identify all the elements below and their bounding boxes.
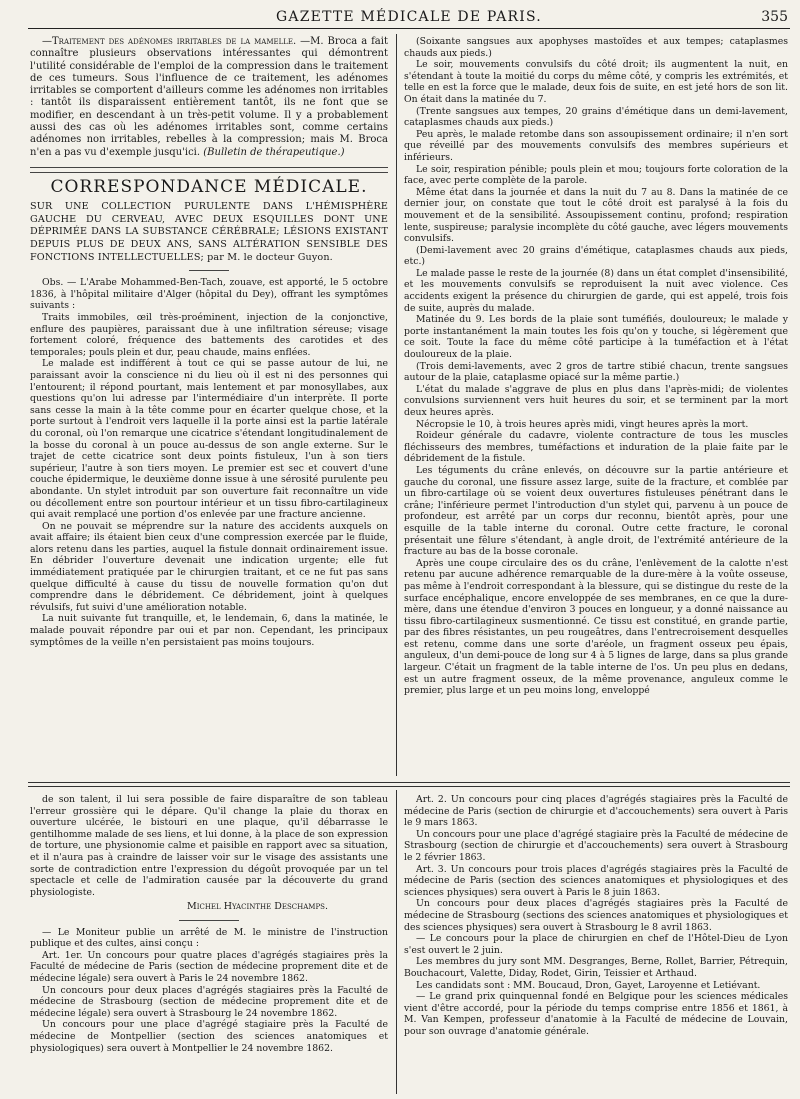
adenomes-lead: —Traitement des adénomes irritables de la mamelle. bbox=[42, 36, 297, 47]
observation-paragraph: La nuit suivante fut tranquille, et, le lendemain, 6, dans la matinée, le malade pouvait répondre par oui et par non. Cependant, les principaux symptômes de la veille n'en persistaient pas moins toujours. bbox=[30, 613, 388, 648]
case-paragraph: Le malade passe le reste de la journée (8) dans un état complet d'insensibilité, et les mouvements convulsifs se reproduisent la nuit avec violence. Ces accidents exigent la présence du chirurgien de garde, qui est appelé, trois fois de suite, auprès du malade. bbox=[404, 267, 788, 314]
short-divider bbox=[179, 920, 239, 921]
news-paragraph: — Le Moniteur publie un arrêté de M. le ministre de l'instruction publique et des cultes, ainsi conçu : bbox=[30, 926, 388, 950]
feuilleton-paragraph: de son talent, il lui sera possible de faire disparaître de son tableau l'erreur grossière qui le dépare. Qu'il change la plaie du thorax en ouverture ulcérée, le bistouri en une plaque, qu'il débarrasse le gentilhomme malade de ses liens, et lui donne, à la place de son expression de torture, une physionomie calme et paisible en rapport avec sa situation, et il n'aura pas à craindre de laisser voir sur le visage des assistants une sorte de contradiction entre l'expression du dégoût provoquée par un tel spectacle et celle de l'admiration causée par la découverte du grand physiologiste. bbox=[30, 794, 388, 898]
column-rule bbox=[396, 34, 397, 776]
news-paragraph: Un concours pour une place d'agrégé stagiaire près la Faculté de médecine de Montpellier (section des sciences anatomiques et physiologiques) sera ouvert à Montpellier le 24 novembre 1862. bbox=[30, 1019, 388, 1054]
news-paragraph: Un concours pour une place d'agrégé stagiaire près la Faculté de médecine de Strasbourg (section de chirurgie et d'accouchements) sera ouvert à Strasbourg le 2 février 1863. bbox=[404, 828, 788, 863]
case-paragraph: Matinée du 9. Les bords de la plaie sont tuméfiés, douloureux; le malade y porte instantanément la main toutes les fois qu'on y touche, si légèrement que ce soit. Toute la face du même côté participe à la tuméfaction et à l'état douloureux de la plaie. bbox=[404, 314, 788, 361]
observation-paragraph: On ne pouvait se méprendre sur la nature des accidents auxquels on avait affaire; ils étaient bien ceux d'une compression exercée par le fluide, alors retenu dans les parties, auquel la fistule donnait ordinairement issue. En débrider l'ouverture devenait une indication urgente; elle fut immédiatement pratiquée par le chirurgien traitant, et ce ne fut pas sans quelque difficulté à cause du tissu de nouvelle formation qu'on dut comprendre dans le débridement. Ce débridement, joint à quelques révulsifs, fut suivi d'une amélioration notable. bbox=[30, 520, 388, 613]
news-paragraph: — Le concours pour la place de chirurgien en chef de l'Hôtel-Dieu de Lyon s'est ouvert le 2 juin. bbox=[404, 933, 788, 956]
page-header bbox=[28, 8, 790, 29]
necropsy-paragraph: Nécropsie le 10, à trois heures après midi, vingt heures après la mort. bbox=[416, 418, 749, 430]
journal-title: GAZETTE MÉDICALE DE PARIS. bbox=[276, 9, 542, 25]
case-paragraph: Le soir, mouvements convulsifs du côté droit; ils augmentent la nuit, en s'étendant à toute la moitié du corps du même côté, y compris les extrémités, et telle en est la force que le malade, deux fois de suite, en est jeté hors de son lit. On était dans la matinée du 7. bbox=[404, 59, 788, 105]
case-paragraph: Même état dans la journée et dans la nuit du 7 au 8. Dans la matinée de ce dernier jour, on constate que tout le côté droit est paralysé à la fois du mouvement et de la sensibilité. Assoupissement continu, profond; respiration lente, suspireuse; paralysie incomplète du côté gauche, avec légers mouvements convulsifs. bbox=[404, 186, 788, 245]
left-column bbox=[30, 36, 388, 764]
bottom-right-column bbox=[404, 794, 788, 1094]
adenomes-article bbox=[30, 36, 388, 159]
page-number: 355 bbox=[761, 9, 788, 25]
feuilleton-rule bbox=[28, 786, 790, 787]
section-divider bbox=[30, 167, 388, 168]
case-paragraph: Roideur générale du cadavre, violente contracture de tous les muscles fléchisseurs des membres, tuméfactions et induration de la plaie faite par le débridement de la fistule. bbox=[404, 430, 788, 465]
case-paragraph: Peu après, le malade retombe dans son assoupissement ordinaire; il n'en sort que réveillé par des mouvements convulsifs des membres supérieurs et inférieurs. bbox=[404, 128, 788, 163]
observation-paragraph: Obs. — L'Arabe Mohammed-Ben-Tach, zouave, est apporté, le 5 octobre 1836, à l'hôpital militaire d'Alger (hôpital du Dey), offrant les symptômes suivants : bbox=[30, 277, 388, 312]
case-paragraph: (Demi-lavement avec 20 grains d'émétique, cataplasmes chauds aux pieds, etc.) bbox=[404, 244, 788, 268]
observation-paragraph: Traits immobiles, œil très-proéminent, injection de la conjonctive, enflure des paupières, paraissant due à une infiltration séreuse; visage fortement coloré, fréquence des battements des carotides et des temporales; pouls plein et dur, peau chaude, mains enflées. bbox=[30, 312, 388, 358]
section-title: CORRESPONDANCE MÉDICALE. bbox=[50, 176, 368, 197]
adenomes-text: —M. Broca a fait connaître plusieurs observations intéressantes qui démontrent l'utilité considérable de l'emploi de la compression dans le traitement de ces tumeurs. Sous l'influence de ce traitement, les adénomes irritables se comportent d'ailleurs comme les adénomes non irritables : tantôt ils disparaissent entièrement tantôt, ils ne font que se modifier, en descendant à un très-petit volume. Il y a probablement aussi des cas où les adénomes irritables sont, comme certains adénomes non irritables, rebelles à la compression; mais M. Broca n'en a pas vu d'exemple jusqu'ici. bbox=[30, 36, 388, 158]
case-paragraph: Le soir, respiration pénible; pouls plein et mou; toujours forte coloration de la face, avec perte complète de la parole. bbox=[404, 163, 788, 187]
case-paragraph: L'état du malade s'aggrave de plus en plus dans l'après-midi; de violentes convulsions surviennent vers huit heures du soir, et se terminent par la mort deux heures après. bbox=[404, 383, 788, 418]
case-paragraph: (Soixante sangsues aux apophyses mastoïdes et aux tempes; cataplasmes chauds aux pieds.) bbox=[404, 36, 788, 59]
right-column bbox=[404, 36, 788, 764]
news-paragraph: Un concours pour deux places d'agrégés stagiaires près la Faculté de médecine de Strasbourg (section de médecine proprement dite et de médecine légale) sera ouvert à Strasbourg le 24 novembre 1862. bbox=[30, 984, 388, 1019]
news-paragraph: — Le grand prix quinquennal fondé en Belgique pour les sciences médicales vient d'être accordé, pour la période du temps comprise entre 1856 et 1861, à M. Van Kempen, professeur d'anatomie à la Faculté de médecine de Louvain, pour son ouvrage d'anatomie générale. bbox=[404, 991, 788, 1037]
section-divider bbox=[30, 172, 388, 173]
bottom-left-column bbox=[30, 794, 388, 1094]
adenomes-source: (Bulletin de thérapeutique.) bbox=[203, 146, 345, 158]
short-divider bbox=[189, 270, 229, 271]
feuilleton-rule bbox=[28, 782, 790, 783]
article-subtitle: SUR UNE COLLECTION PURULENTE DANS L'HÉMISPHÈRE GAUCHE DU CERVEAU, AVEC DEUX ESQUILLES DONT UNE DÉPRIMÉE DANS LA SUBSTANCE CÉRÉBRALE; LÉSIONS EXISTANT DEPUIS PLUS DE DEUX ANS, SANS ALTÉRATION SENSIBLE DES FONCTIONS INTELLECTUELLES; par M. le docteur Guyon. bbox=[30, 201, 388, 263]
author-signature: Michel Hyacinthe Deschamps. bbox=[186, 901, 328, 913]
news-paragraph: Art. 2. Un concours pour cinq places d'agrégés stagiaires près la Faculté de médecine de Paris (section de chirurgie et d'accouchements) sera ouvert à Paris le 9 mars 1863. bbox=[404, 794, 788, 829]
news-paragraph: Les membres du jury sont MM. Desgranges, Berne, Rollet, Barrier, Pétrequin, Bouchacourt, Valette, Diday, Rodet, Girin, Teissier et Arthaud. bbox=[404, 956, 788, 979]
news-paragraph: Art. 1er. Un concours pour quatre places d'agrégés stagiaires près la Faculté de médecine de Paris (section de médecine proprement dite et de médecine légale) sera ouvert à Paris le 24 novembre 1862. bbox=[30, 949, 388, 985]
case-paragraph: Les téguments du crâne enlevés, on découvre sur la partie antérieure et gauche du coronal, une fissure assez large, suite de la fracture, et comblée par un fibro-cartilage où se voient deux ouvertures fistuleuses pénétrant dans le crâne; l'inférieure permet l'introduction d'un stylet qui, parvenu à un pouce de profondeur, est arrêté par un corps dur reconnu, bientôt après, pour une esquille de la table interne du coronal. Outre cette fracture, le coronal présentait une fêlure s'étendant, à angle droit, de l'extrémité antérieure de la fracture au bas de la bosse coronale. bbox=[404, 464, 788, 558]
case-paragraph: (Trois demi-lavements, avec 2 gros de tartre stibié chacun, trente sangsues autour de la plaie, cataplasme opiacé sur la même partie.) bbox=[404, 360, 788, 384]
news-paragraph: Un concours pour deux places d'agrégés stagiaires près la Faculté de médecine de Strasbourg (sections des sciences anatomiques et physiologiques et des sciences physiques) sera ouvert à Strasbourg le 8 avril 1863. bbox=[404, 898, 788, 933]
news-paragraph: Les candidats sont : MM. Boucaud, Dron, Gayet, Laroyenne et Letiévant. bbox=[416, 979, 761, 991]
case-paragraph: (Trente sangsues aux tempes, 20 grains d'émétique dans un demi-lavement, cataplasmes chauds aux pieds.) bbox=[404, 105, 788, 129]
column-rule bbox=[396, 790, 397, 1094]
observation-paragraph: Le malade est indifférent à tout ce qui se passe autour de lui, ne paraissant avoir la conscience ni du lieu où il est ni des personnes qui l'entourent; il répond pourtant, mais lentement et par monosyllabes, aux questions qu'on lui adresse par l'intermédiaire d'un interprète. Il porte sans cesse la main à la tête comme pour en écarter quelque chose, et la porte surtout à l'endroit vers laquelle il la porte ainsi est la partie latérale du coronal, où l'on remarque une cicatrice s'étendant longitudinalement de la bosse du coronal à un pouce au-dessus de son angle externe. Sur le trajet de cette cicatrice sont deux points fistuleux, l'un à son tiers supérieur, l'autre à son tiers moyen. Le premier est sec et couvert d'une couche épidermique, le deuxième donne issue à une sérosité purulente peu abondante. Un stylet introduit par son ouverture fait reconnaître un vide ou décollement entre son pourtour intérieur et un tissu fibro-cartilagineux qui avait remplacé une portion d'os enlevée par une fracture ancienne. bbox=[30, 358, 388, 521]
news-paragraph: Art. 3. Un concours pour trois places d'agrégés stagiaires près la Faculté de médecine de Paris (section des sciences anatomiques et physiologiques et des sciences physiques) sera ouvert à Paris le 8 juin 1863. bbox=[404, 863, 788, 898]
case-paragraph: Après une coupe circulaire des os du crâne, l'enlèvement de la calotte n'est retenu par aucune adhérence remarquable de la dure-mère à la voûte osseuse, pas même à l'endroit correspondant à la blessure, qui se distingue du reste de la surface encéphalique, encore enveloppée de ses membranes, en ce que la dure-mère, dans une étendue d'environ 3 pouces en longueur, y a donné naissance au tissu fibro-cartilagineux susmentionné. Ce tissu est constitué, en grande partie, par des fibres résistantes, un peu rougeâtres, dans l'entrecroisement desquelles est retenu, comme dans une sorte d'aréole, un fragment osseux peu épais, anguleux, d'un demi-pouce de long sur 4 à 5 lignes de large, dans sa plus grande largeur. C'était un fragment de la table interne de l'os. Un peu plus en dedans, est un autre fragment osseux, de la même provenance, anguleux comme le premier, plus large et un peu moins long, enveloppé bbox=[404, 557, 788, 697]
